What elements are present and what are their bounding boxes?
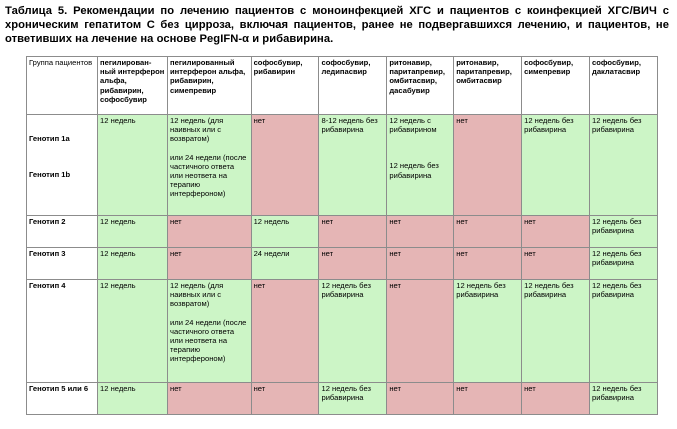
- cell-g4-rit-par-omb: 12 недель без рибавирина: [454, 280, 522, 383]
- row-label-genotype-3: Генотип 3: [27, 248, 98, 280]
- cell-g4-sof-rib: нет: [251, 280, 319, 383]
- cell-g1-sof-dak: 12 недель без рибавирина: [590, 115, 658, 216]
- row-label-genotype-1: [27, 115, 98, 216]
- cell-g56-sof-led: 12 недель без рибавирина: [319, 383, 387, 415]
- cell-g4-sof-sim: 12 недель без рибавирина: [522, 280, 590, 383]
- header-sof-dak: софосбувир, даклатасвир: [590, 57, 658, 115]
- cell-g2-peg-rib-sof: 12 недель: [98, 216, 168, 248]
- row-label-genotype-4: Генотип 4: [27, 280, 98, 383]
- cell-g1-rit-par-omb-das: [387, 115, 454, 216]
- table-row-genotype-1: [27, 115, 658, 216]
- cell-g1-sof-rib: нет: [251, 115, 319, 216]
- header-patient-group: Группа пациентов: [27, 57, 98, 115]
- table-caption: Таблица 5. Рекомендации по лечению пациентов с моноинфекцией ХГС и пациентов с коинфекцией ХГС/ВИЧ с хроническим гепатитом С без цирроза, включая пациентов, ранее не подвергавшихся лечению, и пациентов, не ответивших на лечение на основе PegIFN-α и рибавирина.: [5, 5, 669, 45]
- cell-g56-sof-dak: 12 недель без рибавирина: [590, 383, 658, 415]
- row-label-genotype-5-6: Генотип 5 или 6: [27, 383, 98, 415]
- cell-g3-peg-rib-sof: 12 недель: [98, 248, 168, 280]
- header-rit-par-omb: ритонавир, паритапревир, омбитасвир: [454, 57, 522, 115]
- cell-g2-rit-par-omb-das: нет: [387, 216, 454, 248]
- cell-g3-rit-par-omb-das: нет: [387, 248, 454, 280]
- cell-g56-sof-rib: нет: [251, 383, 319, 415]
- cell-g2-sof-sim: нет: [522, 216, 590, 248]
- cell-g1-sof-sim: 12 недель без рибавирина: [522, 115, 590, 216]
- cell-g1-peg-rib-sim: [168, 115, 252, 216]
- cell-g2-sof-rib: 12 недель: [251, 216, 319, 248]
- label-genotype-1a: Генотип 1a: [29, 134, 70, 143]
- cell-g2-rit-par-omb: нет: [454, 216, 522, 248]
- table-row-genotype-3: [27, 248, 658, 280]
- cell-text: или 24 недели (после частичного ответа или неответа на терапию интерфероном): [170, 317, 247, 364]
- cell-g1-sof-led: 8-12 недель без рибавирина: [319, 115, 387, 216]
- cell-text: 12 недель без рибавирина: [389, 161, 439, 180]
- treatment-recommendations-table: [26, 56, 658, 415]
- cell-g3-sof-dak: 12 недель без рибавирина: [590, 248, 658, 280]
- row-label-genotype-2: Генотип 2: [27, 216, 98, 248]
- cell-text: 12 недель (для наивных или с возвратом): [170, 116, 224, 144]
- cell-g2-peg-rib-sim: нет: [168, 216, 252, 248]
- cell-g4-sof-led: 12 недель без рибавирина: [319, 280, 387, 383]
- cell-g56-rit-par-omb: нет: [454, 383, 522, 415]
- cell-g3-sof-led: нет: [319, 248, 387, 280]
- cell-g56-peg-rib-sof: 12 недель: [98, 383, 168, 415]
- cell-g3-rit-par-omb: нет: [454, 248, 522, 280]
- header-rit-par-omb-das: ритонавир, паритапревир, омбитасвир, дасабувир: [387, 57, 454, 115]
- cell-g56-sof-sim: нет: [522, 383, 590, 415]
- cell-text: 12 недель (для наивных или с возвратом): [170, 281, 224, 309]
- header-row: [27, 57, 658, 115]
- cell-g4-sof-dak: 12 недель без рибавирина: [590, 280, 658, 383]
- header-sof-led: софосбувир, ледипасвир: [319, 57, 387, 115]
- cell-g3-sof-rib: 24 недели: [251, 248, 319, 280]
- cell-g4-peg-rib-sof: 12 недель: [98, 280, 168, 383]
- header-sof-sim: софосбувир, симепревир: [522, 57, 590, 115]
- header-peg-rib-sof: пегилирован-ный интерферон альфа, рибавирин, софосбувир: [98, 57, 168, 115]
- cell-g56-peg-rib-sim: нет: [168, 383, 252, 415]
- cell-g3-peg-rib-sim: нет: [168, 248, 252, 280]
- table-row-genotype-4: [27, 280, 658, 383]
- table-row-genotype-5-6: [27, 383, 658, 415]
- cell-g56-rit-par-omb-das: нет: [387, 383, 454, 415]
- cell-g1-rit-par-omb: нет: [454, 115, 522, 216]
- cell-text: 12 недель с рибавирином: [389, 116, 437, 135]
- cell-g4-peg-rib-sim: [168, 280, 252, 383]
- cell-g4-rit-par-omb-das: нет: [387, 280, 454, 383]
- cell-g2-sof-dak: 12 недель без рибавирина: [590, 216, 658, 248]
- cell-text: или 24 недели (после частичного ответа или неответа на терапию интерфероном): [170, 152, 247, 199]
- label-genotype-1b: Генотип 1b: [29, 170, 71, 180]
- table-row-genotype-2: [27, 216, 658, 248]
- cell-g3-sof-sim: нет: [522, 248, 590, 280]
- header-peg-rib-sim: пегилированный интерферон альфа, рибавирин, симепревир: [168, 57, 252, 115]
- cell-g2-sof-led: нет: [319, 216, 387, 248]
- header-sof-rib: софосбувир, рибавирин: [251, 57, 319, 115]
- cell-g1-peg-rib-sof: 12 недель: [98, 115, 168, 216]
